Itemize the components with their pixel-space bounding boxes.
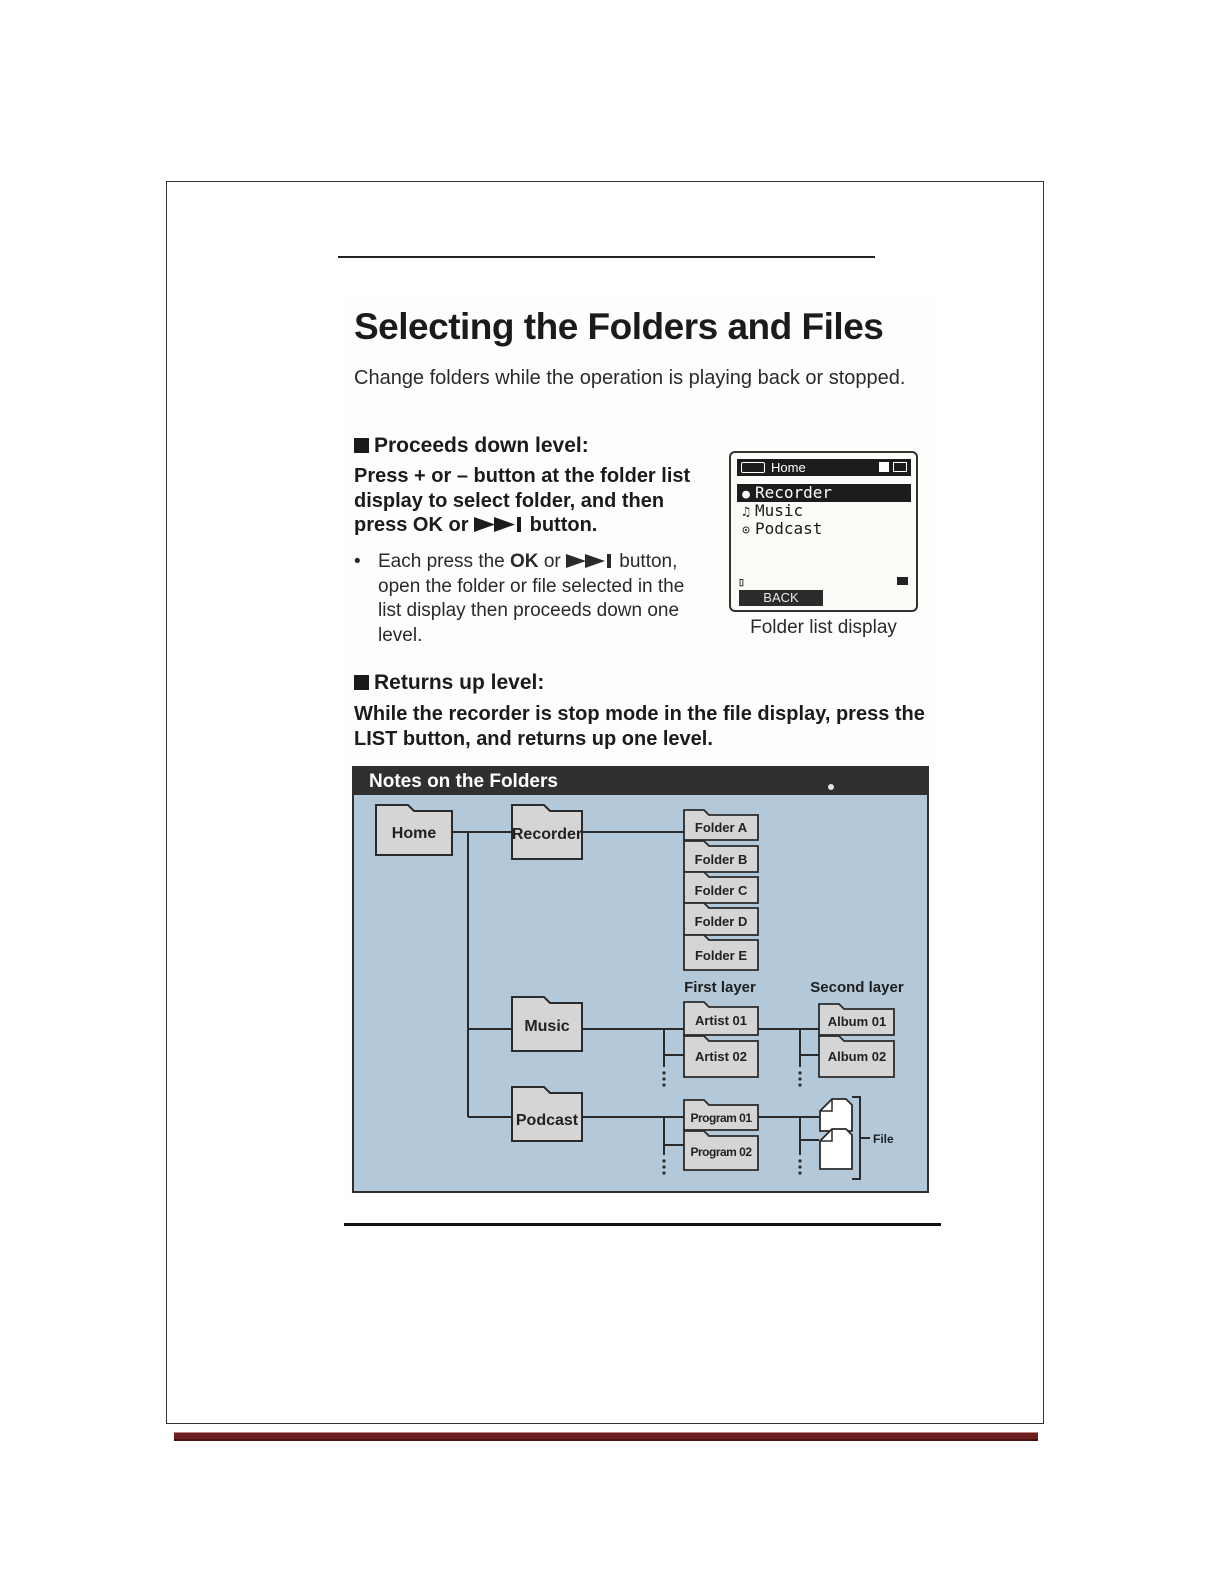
memory-badge-icon	[741, 462, 765, 473]
folder-b	[684, 841, 758, 872]
folder-c	[684, 872, 758, 903]
mic-icon: ●	[742, 487, 750, 502]
folder-podcast	[512, 1087, 582, 1141]
skip-mark-icon: ▯	[739, 577, 744, 587]
file-label: File	[873, 1132, 894, 1146]
svg-text:Artist 02: Artist 02	[694, 1049, 748, 1064]
intro-text: Change folders while the operation is playing back or stopped.	[354, 367, 906, 389]
returns-heading: Returns up level:	[354, 671, 544, 695]
file-icon	[820, 1099, 852, 1131]
svg-text:Program 02: Program 02	[690, 1145, 752, 1159]
svg-text:Album 01: Album 01	[827, 1014, 887, 1029]
lcd-item-podcast[interactable]: ⊙ Podcast	[737, 520, 911, 538]
pin-dot-icon	[828, 784, 834, 790]
bottom-divider	[344, 1223, 941, 1226]
bullet-dot: •	[354, 551, 361, 572]
folder-tree-diagram	[354, 795, 927, 1191]
svg-text:Album 02: Album 02	[827, 1049, 887, 1064]
skip-forward-icon	[566, 553, 614, 569]
folder-music	[512, 997, 582, 1051]
svg-text:Artist 01: Artist 01	[694, 1013, 748, 1028]
notes-panel	[352, 766, 929, 1193]
folder-d	[684, 903, 758, 935]
lcd-caption: Folder list display	[750, 617, 897, 638]
skip-forward-icon	[474, 516, 524, 533]
svg-text:Folder D: Folder D	[694, 914, 748, 929]
svg-text:Program 01: Program 01	[690, 1111, 752, 1125]
svg-text:Folder E: Folder E	[694, 948, 748, 963]
svg-text:Recorder: Recorder	[511, 826, 583, 843]
lcd-item-recorder[interactable]: ● Recorder	[737, 484, 911, 502]
svg-text:Music: Music	[524, 1018, 570, 1035]
square-bullet-icon	[354, 675, 369, 690]
status-square-icon	[879, 462, 889, 472]
folder-a	[684, 810, 758, 840]
folder-album-01	[819, 1004, 894, 1035]
folder-home	[376, 805, 452, 855]
folder-program-01	[684, 1100, 758, 1130]
lcd-item-music[interactable]: ♫ Music	[737, 502, 911, 520]
proceed-heading: Proceeds down level:	[354, 434, 589, 458]
lcd-header: Home	[737, 459, 911, 476]
music-note-icon: ♫	[742, 505, 750, 520]
folder-list-lcd	[729, 451, 918, 612]
folder-program-02	[684, 1131, 758, 1170]
file-icon	[820, 1129, 852, 1169]
page-title: Selecting the Folders and Files	[354, 306, 884, 347]
battery-icon	[893, 462, 907, 472]
back-softkey[interactable]: BACK	[739, 590, 823, 606]
folder-album-02	[819, 1036, 894, 1077]
square-bullet-icon	[354, 438, 369, 453]
svg-text:Podcast: Podcast	[515, 1112, 579, 1129]
second-layer-label: Second layer	[810, 979, 904, 996]
folder-artist-01	[684, 1002, 758, 1035]
top-divider	[338, 256, 875, 258]
folder-recorder	[512, 805, 582, 859]
svg-text:Folder B: Folder B	[694, 852, 748, 867]
podcast-icon: ⊙	[742, 523, 750, 538]
svg-text:Folder C: Folder C	[694, 883, 748, 898]
folder-icon	[897, 577, 908, 585]
proceed-instruction: Press + or – button at the folder list display to select folder, and then press OK or button.	[354, 465, 691, 536]
svg-text:Home: Home	[391, 825, 437, 842]
folder-e	[684, 935, 758, 970]
returns-instruction: While the recorder is stop mode in the file display, press the LIST button, and returns up one level.	[354, 703, 925, 750]
folder-artist-02	[684, 1036, 758, 1077]
first-layer-label: First layer	[684, 979, 756, 996]
footer-bar	[174, 1432, 1038, 1441]
notes-header: Notes on the Folders	[354, 768, 927, 795]
svg-text:Folder A: Folder A	[694, 820, 748, 835]
